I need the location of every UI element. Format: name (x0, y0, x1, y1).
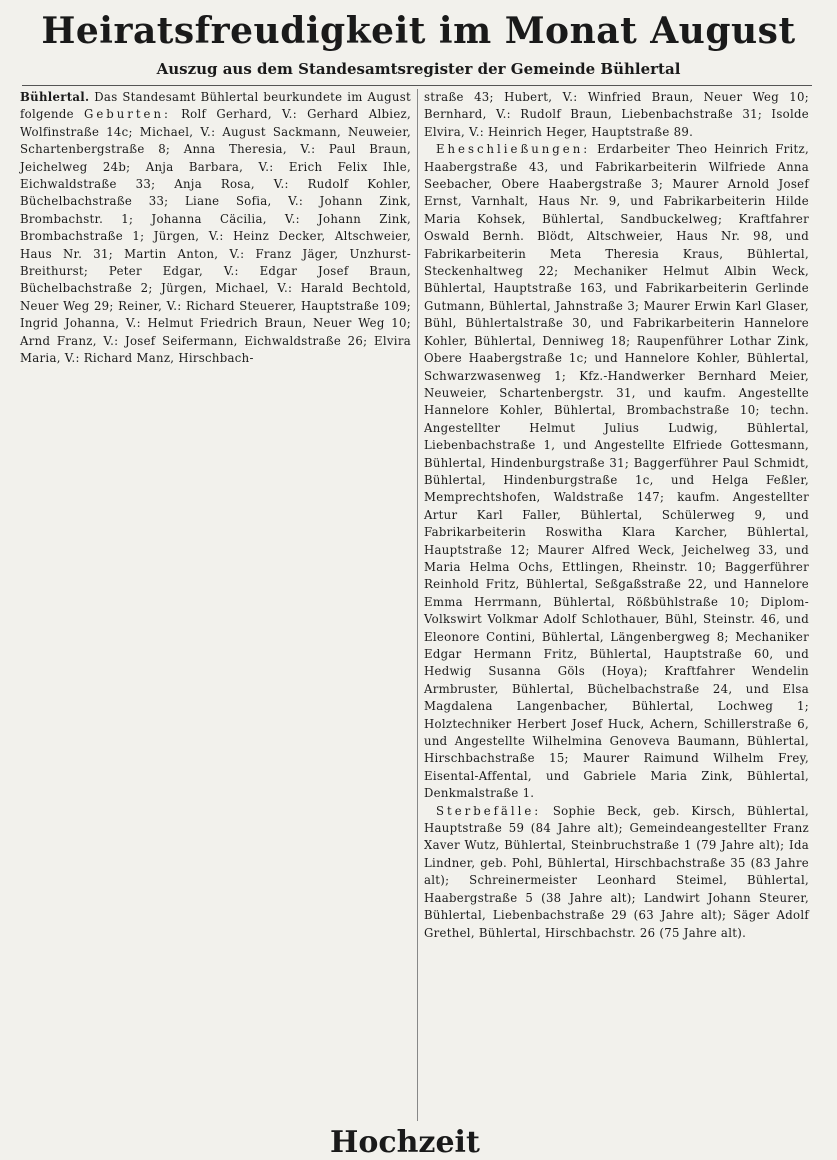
place-dateline: Bühlertal. (20, 90, 90, 104)
deaths-heading: Sterbefälle: (436, 803, 542, 818)
header-rule (22, 85, 812, 86)
births-heading: Geburten: (83, 107, 171, 122)
births-continued: straße 43; Hubert, V.: Winfried Braun, Neuer Weg 10; Bernhard, V.: Rudolf Braun, Liebenbachstraße 31; Isolde Elvira, V.: Heinrich Heger, Hauptstraße 89. (424, 90, 809, 139)
marriages-heading: Eheschließungen: (436, 142, 591, 157)
article-headline: Heiratsfreudigkeit im Monat August (41, 10, 796, 52)
births-text: Rolf Gerhard, V.: Gerhard Albiez, Wolfinstraße 14c; Michael, V.: August Sackmann, Neuweier, Schartenbergstraße 8; Anna Theresia, V.: Paul Braun, Jeichelweg 24b; Anja Barbara, V.: Erich Felix Ihle, Eichwaldstraße 33; Anja Rosa, V.: Rudolf Kohler, Büchelbachstraße 33; Liane Sofia, V.: Johann Zink, Brombachstr. 1; Johanna Cäcilia, V.: Johann Zink, Brombachstraße 1; Jürgen, V.: Heinz Decker, Altschweier, Haus Nr. 31; Martin Anton, V.: Franz Jäger, Unzhurst-Breithurst; Peter Edgar, V.: Edgar Josef Braun, Büchelbachstraße 2; Jürgen, Michael, V.: Harald Bechtold, Neuer Weg 29; Reiner, V.: Richard Steuerer, Hauptstraße 109; Ingrid Johanna, V.: Helmut Friedrich Braun, Neuer Weg 10; Arnd Franz, V.: Josef Seifermann, Eichwaldstraße 26; Elvira Maria, V.: Richard Manz, Hirschbach- (20, 107, 412, 366)
next-article-fragment: Hochzeit (330, 1125, 480, 1160)
births-paragraph (20, 89, 411, 368)
marriages-text: Erdarbeiter Theo Heinrich Fritz, Haabergstraße 43, und Fabrikarbeiterin Wilfriede Anna Seebacher, Obere Haabergstraße 3; Maurer Arnold Josef Ernst, Varnhalt, Haus Nr. 9, und Fabrikarbeiterin Hilde Maria Kohsek, Bühlertal, Sandbuckelweg; Kraftfahrer Oswald Bernh. Blödt, Altschweier, Haus Nr. 98, und Fabrikarbeiterin Meta Theresia Kraus, Bühlertal, Steckenhaltweg 22; Mechaniker Helmut Albin Weck, Bühlertal, Hauptstraße 163, und Fabrikarbeiterin Gerlinde Gutmann, Bühlertal, Jahnstraße 3; Maurer Erwin Karl Glaser, Bühl, Bühlertalstraße 30, und Fabrikarbeiterin Hannelore Kohler, Bühlertal, Denniweg 18; Raupenführer Lothar Zink, Obere Haabergstraße 1c; und Hannelore Kohler, Bühlertal, Schwarzwasenweg 1; Kfz.-Handwerker Bernhard Meier, Neuweier, Schartenbergstr. 31, und kaufm. Angestellte Hannelore Kohler, Bühlertal, Brombachstraße 10; techn. Angestellter Helmut Julius Ludwig, Bühlertal, Liebenbachstraße 1, und Angestellte Elfriede Gottesmann, Bühlertal, Hindenburgstraße 31; Baggerführer Paul Schmidt, Bühlertal, Hindenburgstraße 1c, und Helga Feßler, Memprechtshofen, Waldstraße 147; kaufm. Angestellter Artur Karl Faller, Bühlertal, Schülerweg 9, und Fabrikarbeiterin Roswitha Klara Karcher, Bühlertal, Hauptstraße 12; Maurer Alfred Weck, Jeichelweg 33, und Maria Helma Ochs, Ettlingen, Rheinstr. 10; Baggerführer Reinhold Fritz, Bühlertal, Seßgaßstraße 22, und Hannelore Emma Herrmann, Bühlertal, Rößbühlstraße 10; Diplom-Volkswirt Volkmar Adolf Schlothauer, Bühl, Steinstr. 46, und Eleonore Contini, Bühlertal, Längenbergweg 8; Mechaniker Edgar Hermann Fritz, Bühlertal, Hauptstraße 60, und Hedwig Susanna Göls (Hoya); Kraftfahrer Wendelin Armbruster, Bühlertal, Büchelbachstraße 24, und Elsa Magdalena Langenbacher, Bühlertal, Lochweg 1; Holztechniker Herbert Josef Huck, Achern, Schillerstraße 6, und Angestellte Wilhelmina Genoveva Baumann, Bühlertal, Hirschbachstraße 15; Maurer Raimund Wilhelm Frey, Eisental-Affental, und Gabriele Maria Zink, Bühlertal, Denkmalstraße 1. (424, 142, 810, 801)
intro-text: Das Standesamt Bühlertal beurkundete im August folgende (20, 90, 412, 122)
deaths-text: Sophie Beck, geb. Kirsch, Bühlertal, Hauptstraße 59 (84 Jahre alt); Gemeindeangestellter Franz Xaver Wutz, Bühlertal, Steinbruchstraße 1 (79 Jahre alt); Ida Lindner, geb. Pohl, Bühlertal, Hirschbachstraße 35 (83 Jahre alt); Schreinermeister Leonhard Steimel, Bühlertal, Haabergstraße 5 (38 Jahre alt); Landwirt Johann Steurer, Bühlertal, Liebenbachstraße 29 (63 Jahre alt); Säger Adolf Grethel, Bühlertal, Hirschbachstr. 26 (75 Jahre alt). (424, 803, 810, 940)
left-column (20, 89, 411, 368)
right-column (424, 89, 809, 942)
deaths-paragraph (424, 803, 809, 942)
marriages-paragraph (424, 141, 809, 802)
article-subheadline: Auszug aus dem Standesamtsregister der Gemeinde Bühlertal (156, 60, 681, 78)
column-divider (417, 89, 418, 1121)
